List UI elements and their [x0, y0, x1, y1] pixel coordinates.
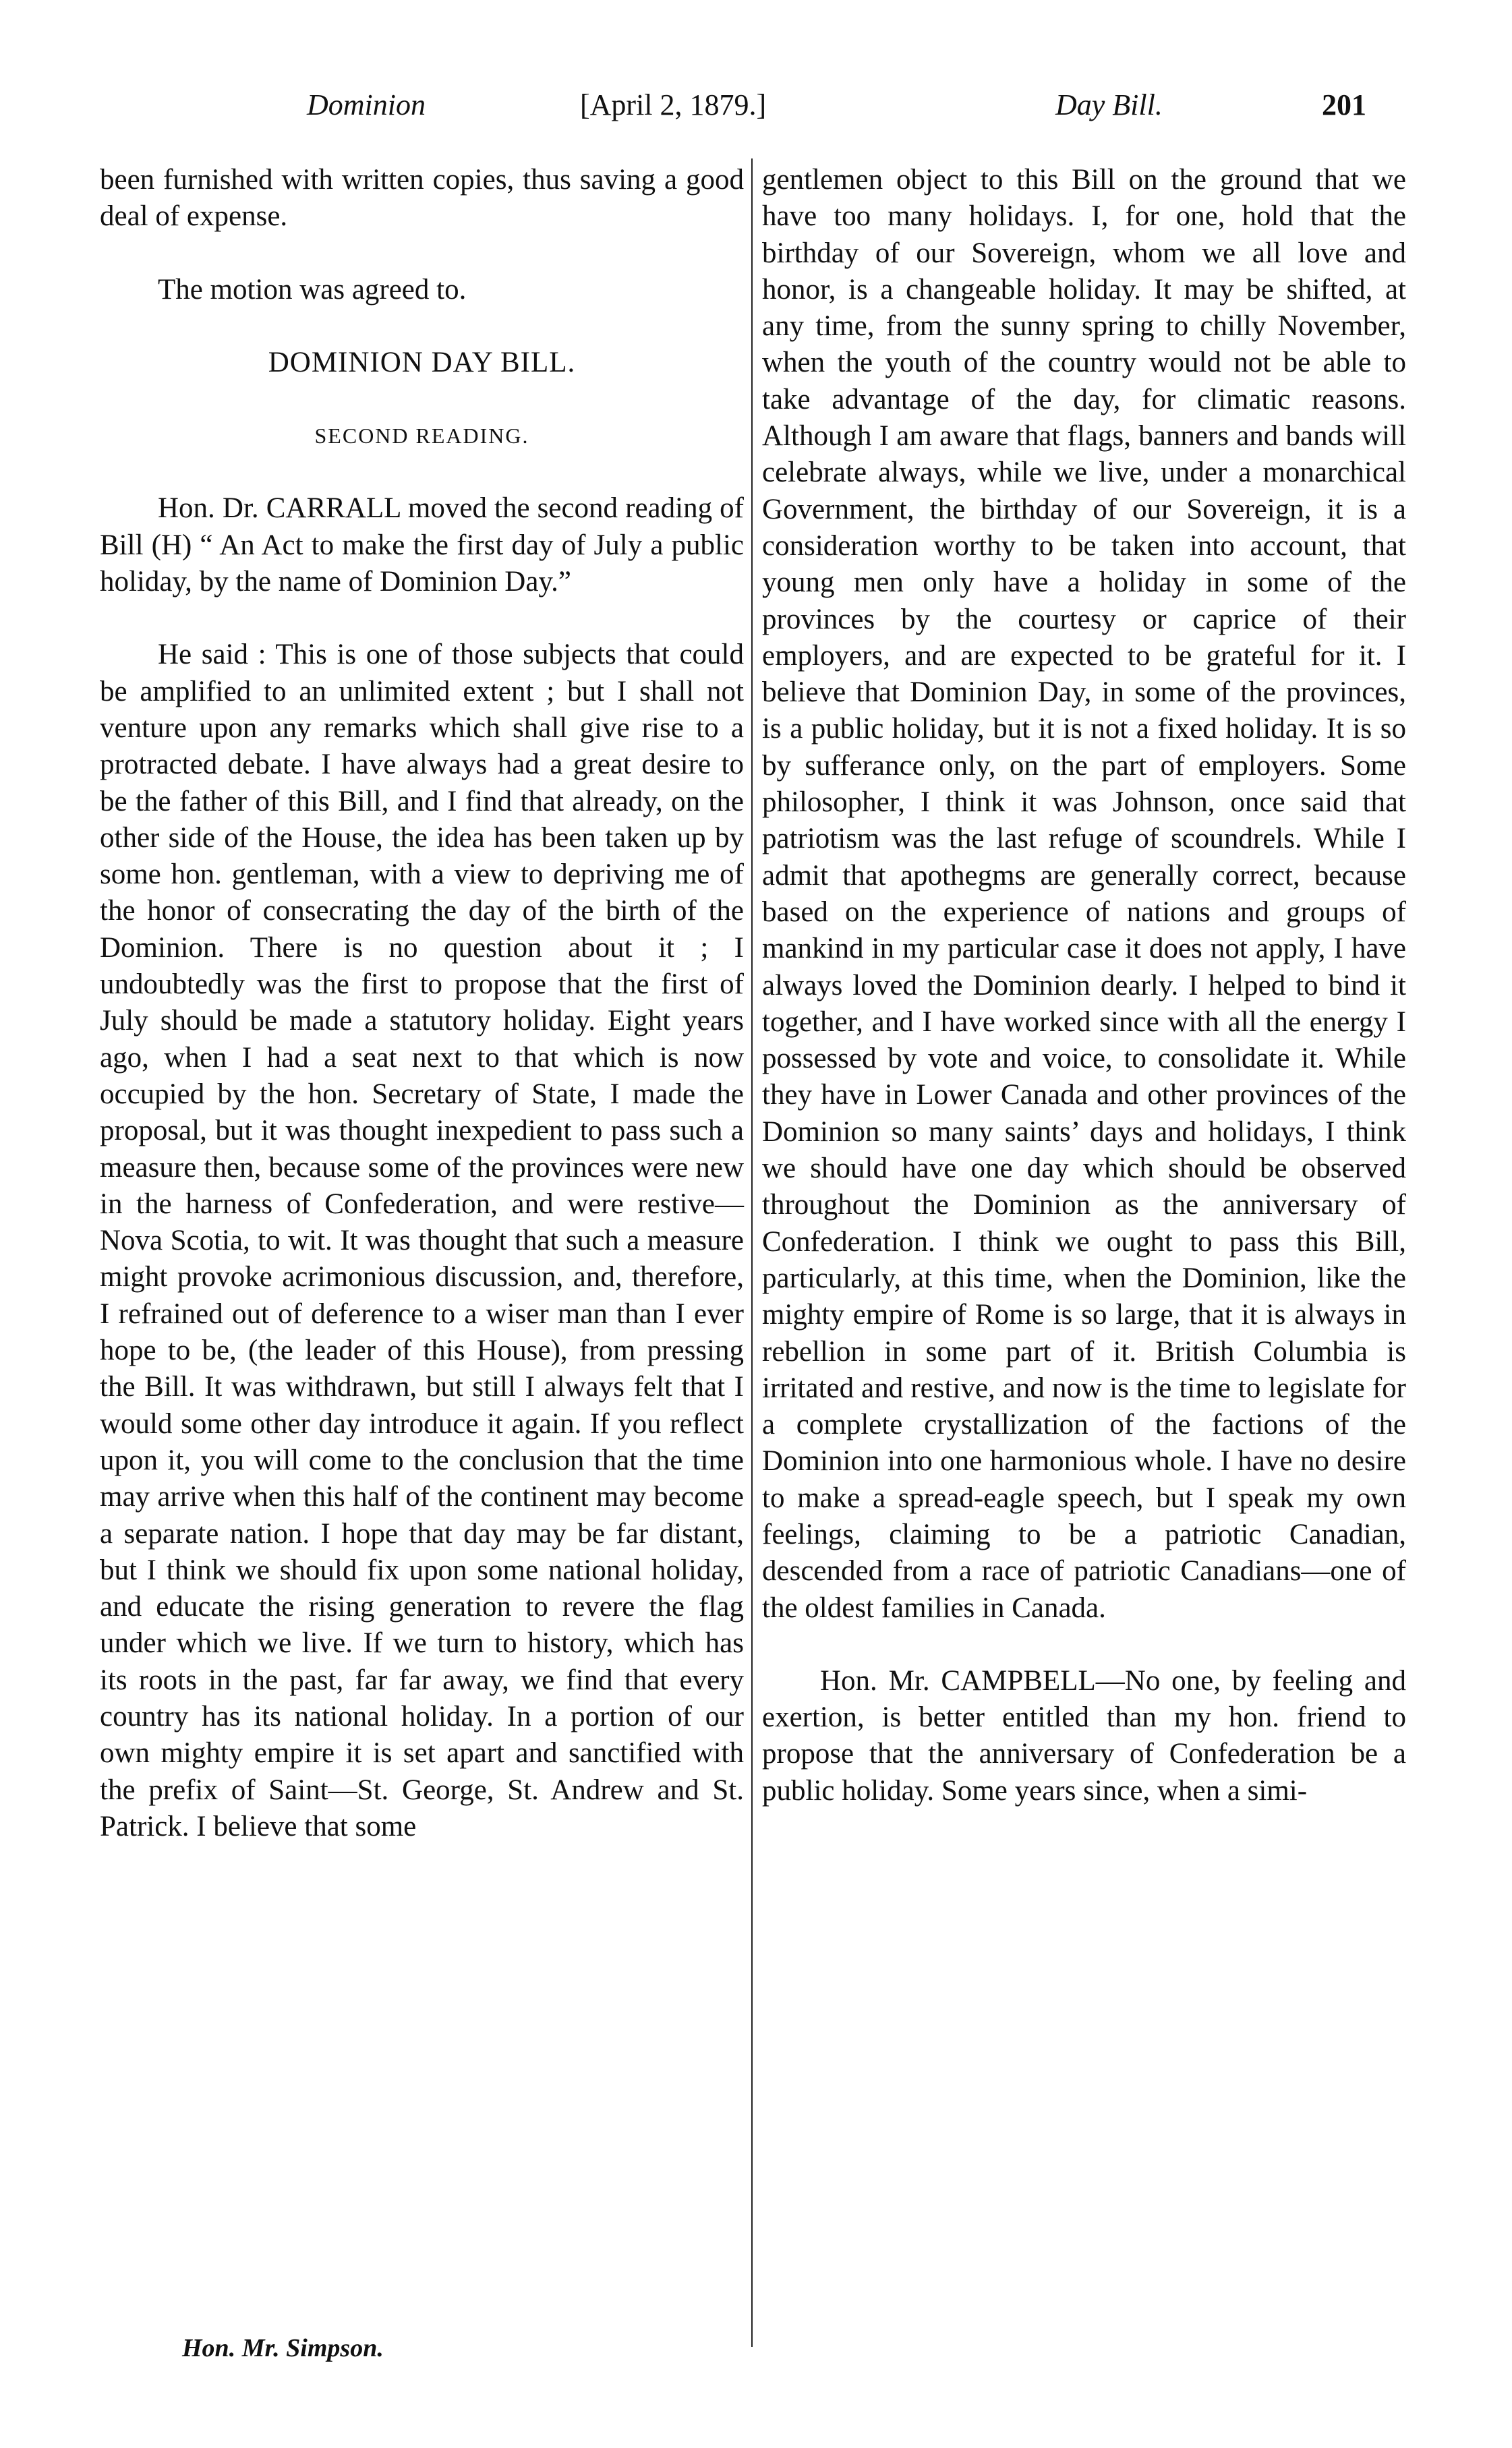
speech-paragraph: He said : This is one of those subjects that could be amplified to an unlimited extent ; but I shall not venture upon any remarks which shall give rise to a protracted debate. I have always had a great desire to be the father of this Bill, and I find that already, on the other side of the House, the idea has been taken up by some hon. gentleman, with a view to depriving me of the honor of consecrating the day of the birth of the Dominion. There is no question about it ; I undoubtedly was the first to propose that the first of July should be made a statutory holiday. Eight years ago, when I had a seat next to that which is now occupied by the hon. Secretary of State, I made the proposal, but it was thought inexpedient to pass such a measure then, because some of the provinces were new in the harness of Confederation, and were restive—Nova Scotia, to wit. It was thought that such a measure might provoke acrimonious discussion, and, therefore, I refrained out of deference to a wiser man than I ever hope to be, (the leader of this House), from pressing the Bill. It was withdrawn, but still I always felt that I would some other day introduce it again. If you reflect upon it, you will come to the conclusion that the time may arrive when this half of the continent may become a separate nation. I hope that day may be far distant, but I think we should fix upon some national holiday, and educate the rising generation to revere the flag under which we live. If we turn to history, which has its roots in the past, far far away, we find that every country has its national holiday. In a portion of our own mighty empire it is set apart and sanctified with the prefix of Saint—St. George, St. Andrew and St. Patrick. I believe that some [100, 639, 744, 1842]
header-left: Dominion [307, 88, 426, 121]
motion-agreed: The motion was agreed to. [158, 273, 467, 305]
right-column [762, 162, 1406, 1809]
campbell-paragraph: Hon. Mr. CAMPBELL—No one, by feeling and exertion, is better entitled than my hon. friend to propose that the anniversary of Confederation be a public holiday. Some years since, when a simi- [762, 1664, 1406, 1807]
page-number: 201 [1322, 88, 1366, 121]
header-date: [April 2, 1879.] [580, 88, 767, 121]
speech-paragraph-continued: gentlemen object to this Bill on the ground that we have too many holidays. I, for one, hold that the birthday of our Sovereign, whom we all love and honor, is a changeable holiday. It may be shifted, at any time, from the sunny spring to chilly November, when the youth of the country would not be able to take advantage of the day, for climatic reasons. Although I am aware that flags, banners and bands will celebrate always, while we live, under a monarchical Government, the birthday of our Sovereign, it is a consideration worthy to be taken into account, that young men only have a holiday in some of the provinces by the courtesy or caprice of their employers, and are expected to be grateful for it. I believe that Dominion Day, in some of the provinces, is a public holiday, but it is not a fixed holiday. It is so by sufferance only, on the part of employers. Some philosopher, I think it was Johnson, once said that patriotism was the last refuge of scoundrels. While I admit that apothegms are generally correct, because based on the experience of nations and groups of mankind in my particular case it does not apply, I have always loved the Dominion dearly. I helped to bind it together, and I have worked since with all the energy I possessed by vote and voice, to consolidate it. While they have in Lower Canada and other provinces of the Dominion so many saints’ days and holidays, I think we should have one day which should be observed throughout the Dominion as the anniversary of Confederation. I think we ought to pass this Bill, particularly, at this time, when the Dominion, like the mighty empire of Rome is so large, that it is always in rebellion in some part of it. British Columbia is irritated and restive, and now is the time to legislate for a complete crystallization of the factions of the Dominion into one harmonious whole. I have no desire to make a spread-eagle speech, but I speak my own feelings, claiming to be a patriotic Canadian, descended from a race of patriotic Canadians—one of the oldest families in Canada. [762, 164, 1406, 1624]
header-right: Day Bill. [1055, 88, 1163, 121]
column-divider [751, 158, 753, 2347]
section-subheading: SECOND READING. [314, 424, 529, 448]
section-heading: DOMINION DAY BILL. [268, 346, 576, 378]
running-head [0, 88, 1512, 135]
motion-paragraph: Hon. Dr. CARRALL moved the second reading of Bill (H) “ An Act to make the first day of July a public holiday, by the name of Dominion Day.” [100, 492, 744, 598]
paragraph-continued: been furnished with written copies, thus saving a good deal of expense. [100, 164, 744, 233]
left-column [100, 162, 744, 1845]
footer-speaker-note: Hon. Mr. Simpson. [182, 2334, 384, 2362]
